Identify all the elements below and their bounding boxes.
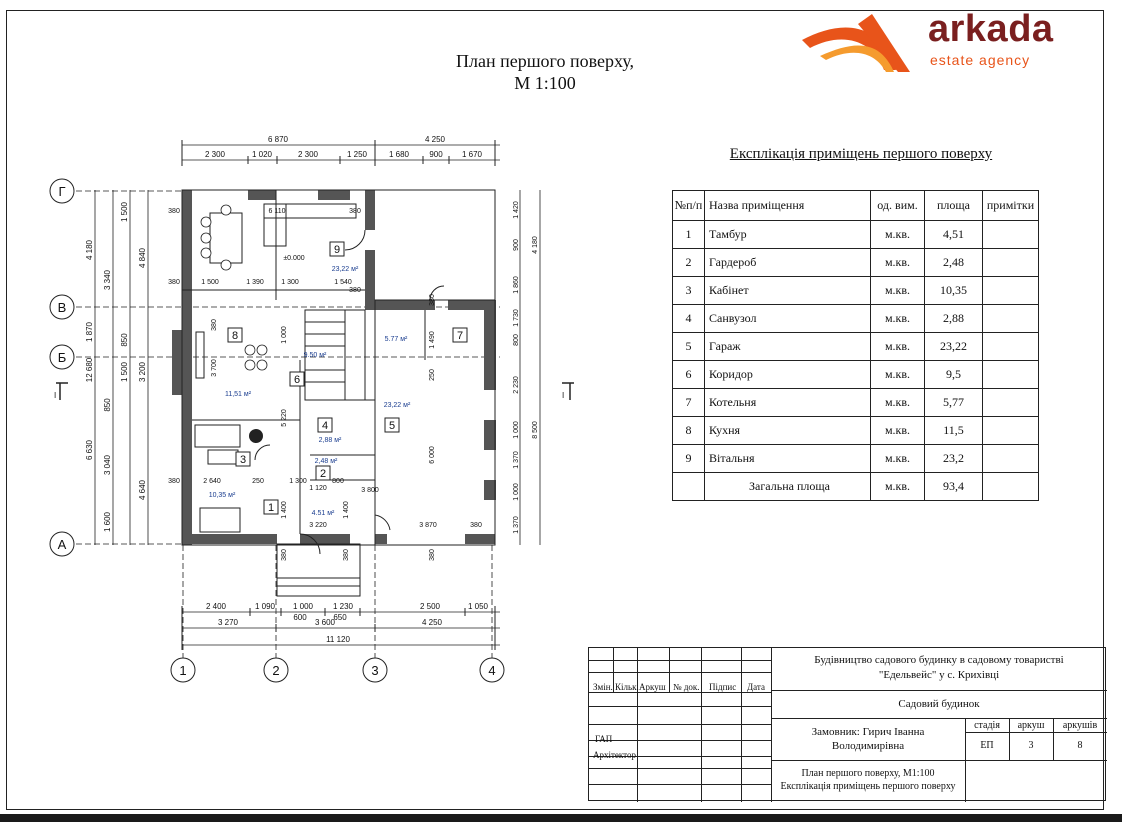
interior-dim: 380	[429, 549, 436, 561]
dim-top-detail: 2 300	[204, 150, 226, 159]
header-area: площа	[925, 191, 983, 221]
dim-left-inner: 4 840	[138, 247, 147, 269]
dim-left-outer: 1 870	[85, 321, 94, 343]
row-unit: м.кв.	[871, 389, 925, 417]
row-num: 3	[673, 277, 705, 305]
interior-dim: 1 500	[201, 279, 219, 286]
stamp-role-architect: Архітектор	[593, 750, 636, 760]
drawing-title-line: План першого поверху,	[455, 51, 635, 71]
dim-left-inner: 1 500	[120, 201, 129, 223]
interior-dim: 1 000	[281, 326, 288, 344]
stamp-stage-value: ЕП	[980, 740, 994, 751]
row-num: 7	[673, 389, 705, 417]
dim-left-mid: 3 040	[103, 454, 112, 476]
axis-label-b: Б	[57, 350, 67, 365]
room-number-1: 1	[267, 502, 275, 514]
dim-right-inner: 1 730	[513, 309, 520, 327]
row-num: 5	[673, 333, 705, 361]
row-name: Кабінет	[705, 277, 871, 305]
dim-right-inner: 1 370	[513, 516, 520, 534]
interior-dim: 380	[168, 208, 180, 215]
interior-dim: 380	[211, 319, 218, 331]
row-num: 9	[673, 445, 705, 473]
table-row	[673, 361, 1039, 389]
table-row	[673, 417, 1039, 445]
header-num: №п/п	[673, 191, 705, 221]
interior-dim: 6 000	[429, 446, 436, 464]
dim-left-mid: 1 600	[103, 511, 112, 533]
row-area: 9,5	[925, 361, 983, 389]
room-number-9: 9	[333, 244, 341, 256]
interior-dim: 3 870	[419, 522, 437, 529]
dim-bottom-small: 650	[333, 613, 347, 622]
total-label: Загальна площа	[705, 473, 871, 501]
dim-top-detail: 1 680	[388, 150, 410, 159]
row-area: 2,48	[925, 249, 983, 277]
row-note	[983, 417, 1039, 445]
dim-right-outer: 8 500	[532, 421, 539, 439]
room-area-2: 2,48 м²	[314, 458, 338, 465]
room-area-4: 2,88 м²	[318, 437, 342, 444]
dim-right-inner: 1 000	[513, 483, 520, 501]
stamp-customer-line2: Володимирівна	[831, 740, 905, 752]
dim-top-overall: 4 250	[424, 135, 446, 144]
interior-dim: 3 220	[309, 522, 327, 529]
table-row	[673, 445, 1039, 473]
dim-left-outer: 6 630	[85, 439, 94, 461]
stamp-col-date: Дата	[747, 682, 765, 692]
stamp-object: Садовий будинок	[898, 698, 980, 710]
row-unit: м.кв.	[871, 333, 925, 361]
row-note	[983, 333, 1039, 361]
axis-label-4: 4	[488, 663, 496, 678]
row-num: 8	[673, 417, 705, 445]
room-area-5: 23,22 м²	[383, 402, 411, 409]
dim-right-inner: 1 000	[513, 421, 520, 439]
row-area: 2,88	[925, 305, 983, 333]
logo-subtitle: estate agency	[930, 52, 1031, 68]
total-area: 93,4	[925, 473, 983, 501]
row-note	[983, 389, 1039, 417]
stamp-project-line2: "Едельвейс" у с. Крихівці	[878, 669, 1000, 681]
dim-right-inner: 900	[513, 239, 520, 251]
interior-dim: 1 120	[309, 485, 327, 492]
stamp-sheet-title-line1: План першого поверху, М1:100	[801, 768, 935, 779]
stamp-customer-line1: Замовник: Гирич Іванна	[811, 726, 925, 738]
row-name: Гардероб	[705, 249, 871, 277]
interior-dim: 1 400	[281, 501, 288, 519]
drawing-scale: М 1:100	[514, 73, 576, 93]
interior-dim: 380	[343, 549, 350, 561]
dim-top-detail: 900	[429, 150, 443, 159]
logo-wordmark: arkada	[928, 8, 1054, 50]
dim-left-inner: 1 500	[120, 361, 129, 383]
dim-left-mid: 850	[103, 398, 112, 412]
table-row	[673, 249, 1039, 277]
dim-left-inner: 850	[120, 333, 129, 347]
table-row	[673, 221, 1039, 249]
dim-bottom-detail: 1 230	[332, 602, 354, 611]
stamp-role-gap: ГАП	[595, 734, 613, 744]
interior-dim: 380	[168, 279, 180, 286]
table-total-row	[673, 473, 1039, 501]
dim-left-inner: 4 640	[138, 479, 147, 501]
row-area: 23,22	[925, 333, 983, 361]
dim-bottom-mid: 3 600	[314, 618, 336, 627]
row-name: Коридор	[705, 361, 871, 389]
room-number-6: 6	[293, 374, 301, 386]
interior-dim: 5 220	[281, 409, 288, 427]
header-unit: од. вим.	[871, 191, 925, 221]
dim-bottom-detail: 2 400	[205, 602, 227, 611]
room-number-7: 7	[456, 330, 464, 342]
room-area-9: 23,22 м²	[331, 266, 359, 273]
interior-dim: 250	[429, 369, 436, 381]
row-num: 2	[673, 249, 705, 277]
stamp-col-signature: Підпис	[709, 682, 737, 692]
dim-right-inner: 2 230	[513, 376, 520, 394]
interior-dim: 250	[252, 478, 264, 485]
dim-right-inner: 800	[513, 334, 520, 346]
dim-left-outer: 4 180	[85, 239, 94, 261]
row-area: 11,5	[925, 417, 983, 445]
interior-dim: 1 300	[289, 478, 307, 485]
row-unit: м.кв.	[871, 417, 925, 445]
row-name: Кухня	[705, 417, 871, 445]
row-unit: м.кв.	[871, 445, 925, 473]
dim-top-detail: 1 020	[251, 150, 273, 159]
interior-dim: 6 110	[268, 208, 286, 215]
arkada-logo-mark	[800, 10, 930, 74]
room-number-8: 8	[231, 330, 239, 342]
explication-title: Експлікація приміщень першого поверху	[729, 146, 993, 162]
row-unit: м.кв.	[871, 249, 925, 277]
stamp-sheets-label: аркушів	[1062, 720, 1098, 731]
interior-dim: 1 390	[246, 279, 264, 286]
dim-left-mid: 3 340	[103, 269, 112, 291]
row-area: 4,51	[925, 221, 983, 249]
axis-label-v: В	[57, 300, 67, 315]
row-unit: м.кв.	[871, 361, 925, 389]
row-unit: м.кв.	[871, 277, 925, 305]
stamp-sheets-value: 8	[1077, 740, 1083, 751]
interior-dim: 1 490	[429, 331, 436, 349]
row-name: Гараж	[705, 333, 871, 361]
row-area: 5,77	[925, 389, 983, 417]
interior-dim: 380	[349, 287, 361, 294]
interior-dim: 380	[168, 478, 180, 485]
interior-dim: 2 640	[203, 478, 221, 485]
row-note	[983, 305, 1039, 333]
row-num: 1	[673, 221, 705, 249]
interior-dim: 3 800	[361, 487, 379, 494]
dim-bottom-small: 600	[293, 613, 307, 622]
bottom-edge-bar	[0, 814, 1122, 822]
dim-bottom-total: 11 120	[326, 635, 350, 644]
row-note	[983, 277, 1039, 305]
room-area-1: 4.51 м²	[311, 510, 335, 517]
row-area: 23,2	[925, 445, 983, 473]
axis-label-3: 3	[371, 663, 379, 678]
stamp-col-doc: № док.	[673, 682, 700, 692]
row-name: Вітальня	[705, 445, 871, 473]
table-row	[673, 305, 1039, 333]
stamp-project-line1: Будівництво садового будинку в садовому товаристві	[814, 654, 1064, 666]
section-mark-left: I	[54, 391, 57, 400]
row-unit: м.кв.	[871, 221, 925, 249]
dim-top-detail: 2 300	[297, 150, 319, 159]
interior-dim: 800	[332, 478, 344, 485]
stamp-col-count: Кільк.	[615, 682, 639, 692]
axis-label-g: Г	[58, 184, 66, 199]
interior-dim: 1 400	[343, 501, 350, 519]
interior-dim: 380	[429, 294, 436, 306]
dim-top-detail: 1 250	[346, 150, 368, 159]
room-area-8: 11,51 м²	[224, 391, 252, 398]
room-area-7: 5.77 м²	[384, 336, 408, 343]
row-num: 4	[673, 305, 705, 333]
row-num: 6	[673, 361, 705, 389]
row-note	[983, 249, 1039, 277]
row-note	[983, 445, 1039, 473]
table-row	[673, 333, 1039, 361]
row-name: Санвузол	[705, 305, 871, 333]
stamp-col-sheet: Аркуш	[639, 682, 666, 692]
interior-dim: 3 700	[211, 359, 218, 377]
title-block	[588, 647, 1106, 801]
total-unit: м.кв.	[871, 473, 925, 501]
floor-plan	[0, 0, 580, 690]
room-number-2: 2	[319, 468, 327, 480]
room-area-6: 9.50 м²	[303, 352, 327, 359]
dim-right-inner: 1 860	[513, 276, 520, 294]
stamp-sheet-label: аркуш	[1017, 720, 1045, 731]
dim-bottom-detail: 1 050	[467, 602, 489, 611]
dim-top-detail: 1 670	[461, 150, 483, 159]
row-note	[983, 361, 1039, 389]
header-name: Назва приміщення	[705, 191, 871, 221]
section-mark-right: I	[562, 391, 565, 400]
level-mark: ±0.000	[283, 255, 305, 262]
axis-label-2: 2	[272, 663, 280, 678]
table-row	[673, 389, 1039, 417]
row-unit: м.кв.	[871, 305, 925, 333]
interior-dim: 380	[349, 208, 361, 215]
axis-label-1: 1	[179, 663, 187, 678]
dim-bottom-detail: 1 000	[292, 602, 314, 611]
dim-bottom-detail: 2 500	[419, 602, 441, 611]
dim-top-overall: 6 870	[267, 135, 289, 144]
dim-right-inner: 1 370	[513, 451, 520, 469]
dim-left-inner: 3 200	[138, 361, 147, 383]
room-area-3: 10,35 м²	[208, 492, 236, 499]
explication-table	[672, 190, 1039, 501]
dim-left-total: 12 680	[85, 357, 94, 383]
table-row	[673, 277, 1039, 305]
stamp-sheet-title-line2: Експлікація приміщень першого поверху	[780, 781, 956, 792]
plant-icon	[249, 429, 263, 443]
row-area: 10,35	[925, 277, 983, 305]
room-number-5: 5	[388, 420, 396, 432]
dim-bottom-mid: 3 270	[217, 618, 239, 627]
room-number-3: 3	[239, 454, 247, 466]
stamp-col-change: Змін.	[593, 682, 613, 692]
dim-right-inner: 1 420	[513, 201, 520, 219]
stamp-sheet-value: 3	[1028, 740, 1034, 751]
dim-bottom-mid: 4 250	[421, 618, 443, 627]
row-name: Тамбур	[705, 221, 871, 249]
explication-header-row	[673, 191, 1039, 221]
dim-right-outer: 4 180	[532, 236, 539, 254]
row-note	[983, 221, 1039, 249]
dim-bottom-detail: 1 090	[254, 602, 276, 611]
axis-label-a: А	[57, 537, 67, 552]
interior-dim: 1 540	[334, 279, 352, 286]
interior-dim: 380	[281, 549, 288, 561]
interior-dim: 1 300	[281, 279, 299, 286]
header-notes: примітки	[983, 191, 1039, 221]
room-number-4: 4	[321, 420, 329, 432]
row-name: Котельня	[705, 389, 871, 417]
interior-dim: 380	[470, 522, 482, 529]
stamp-stage-label: стадія	[974, 720, 1000, 731]
